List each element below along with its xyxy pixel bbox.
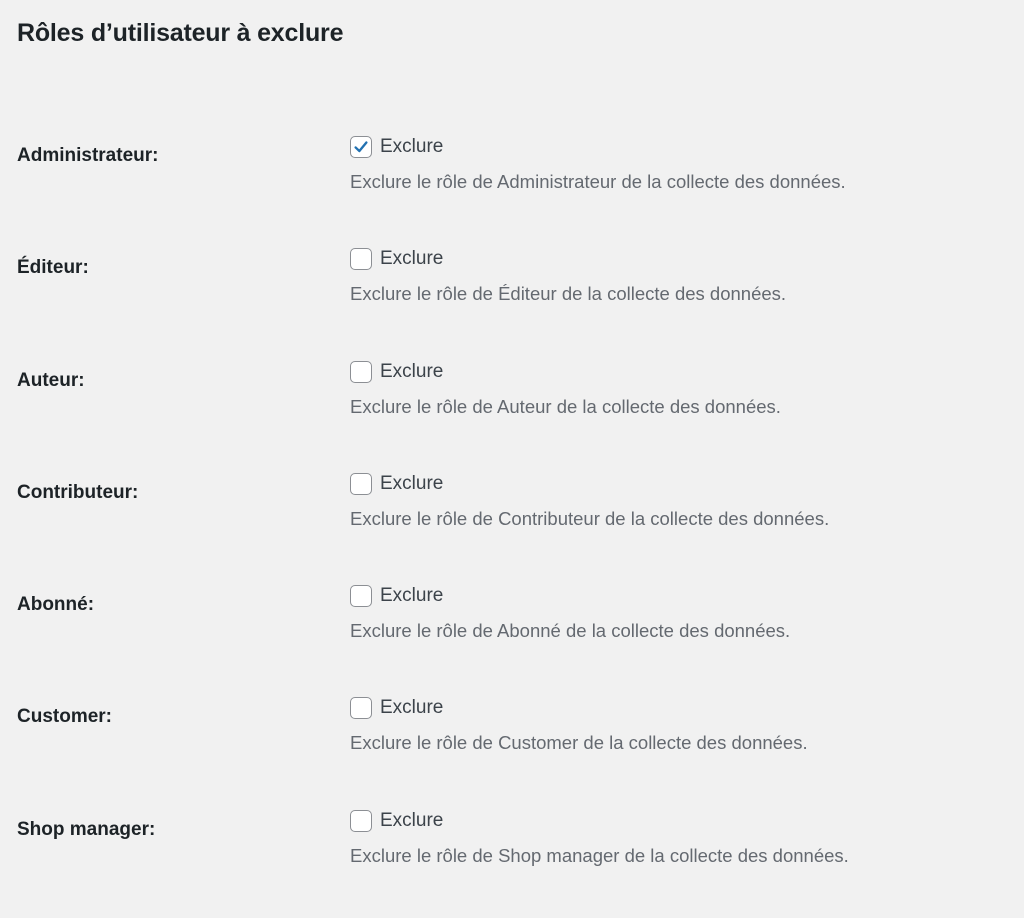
role-description: Exclure le rôle de Abonné de la collecte des données. bbox=[350, 620, 791, 642]
exclude-editeur-checkbox-label[interactable] bbox=[350, 246, 786, 272]
exclude-abonne-checkbox[interactable] bbox=[350, 585, 372, 607]
checkbox-text[interactable]: Exclure bbox=[380, 809, 444, 831]
exclude-shop-manager-checkbox-label[interactable] bbox=[350, 808, 849, 834]
exclude-auteur-checkbox-label[interactable] bbox=[350, 359, 781, 385]
role-description: Exclure le rôle de Contributeur de la collecte des données. bbox=[350, 507, 830, 529]
role-row-editeur bbox=[0, 234, 1024, 346]
role-control bbox=[350, 583, 790, 643]
exclude-editeur-checkbox[interactable] bbox=[350, 248, 372, 270]
role-label: Customer: bbox=[17, 706, 113, 728]
role-label: Auteur: bbox=[17, 369, 85, 391]
role-description: Exclure le rôle de Administrateur de la collecte des données. bbox=[350, 171, 846, 192]
page-title: Rôles d’utilisateur à exclure bbox=[17, 19, 344, 47]
checkbox-text[interactable]: Exclure bbox=[380, 585, 444, 607]
role-description: Exclure le rôle de Éditeur de la collecte des données. bbox=[350, 283, 787, 305]
exclude-shop-manager-checkbox[interactable] bbox=[350, 810, 372, 832]
exclude-customer-checkbox[interactable] bbox=[350, 697, 372, 719]
role-description: Exclure le rôle de Auteur de la collecte des données. bbox=[350, 395, 781, 417]
checkbox-text[interactable]: Exclure bbox=[380, 697, 444, 719]
exclude-administrateur-checkbox-label[interactable] bbox=[350, 134, 846, 160]
exclude-customer-checkbox-label[interactable] bbox=[350, 695, 808, 721]
role-description: Exclure le rôle de Shop manager de la collecte des données. bbox=[350, 844, 849, 866]
role-row-auteur bbox=[0, 347, 1024, 459]
role-row-contributeur bbox=[0, 459, 1024, 571]
role-label: Abonné: bbox=[17, 594, 95, 616]
role-row-customer bbox=[0, 683, 1024, 795]
exclude-contributeur-checkbox[interactable] bbox=[350, 473, 372, 495]
checkbox-text[interactable]: Exclure bbox=[380, 136, 444, 157]
role-label: Contributeur: bbox=[17, 481, 139, 503]
role-label: Shop manager: bbox=[17, 818, 156, 840]
role-row-abonne bbox=[0, 571, 1024, 683]
role-control bbox=[350, 359, 781, 419]
role-row-administrateur bbox=[0, 122, 1024, 234]
checkbox-text[interactable]: Exclure bbox=[380, 472, 444, 494]
exclude-administrateur-checkbox[interactable] bbox=[350, 136, 372, 158]
checkbox-text[interactable]: Exclure bbox=[380, 360, 444, 382]
role-control bbox=[350, 134, 846, 194]
role-label: Administrateur: bbox=[17, 145, 159, 166]
exclude-abonne-checkbox-label[interactable] bbox=[350, 583, 790, 609]
checkbox-text[interactable]: Exclure bbox=[380, 248, 444, 270]
exclude-auteur-checkbox[interactable] bbox=[350, 361, 372, 383]
role-control bbox=[350, 808, 849, 868]
role-row-shop-manager bbox=[0, 796, 1024, 908]
role-control bbox=[350, 695, 808, 755]
roles-settings-table bbox=[0, 122, 1024, 908]
role-control bbox=[350, 471, 829, 531]
checkmark-icon bbox=[352, 138, 370, 156]
role-label: Éditeur: bbox=[17, 257, 89, 279]
role-description: Exclure le rôle de Customer de la collecte des données. bbox=[350, 732, 808, 754]
role-control bbox=[350, 246, 786, 306]
exclude-contributeur-checkbox-label[interactable] bbox=[350, 471, 829, 497]
